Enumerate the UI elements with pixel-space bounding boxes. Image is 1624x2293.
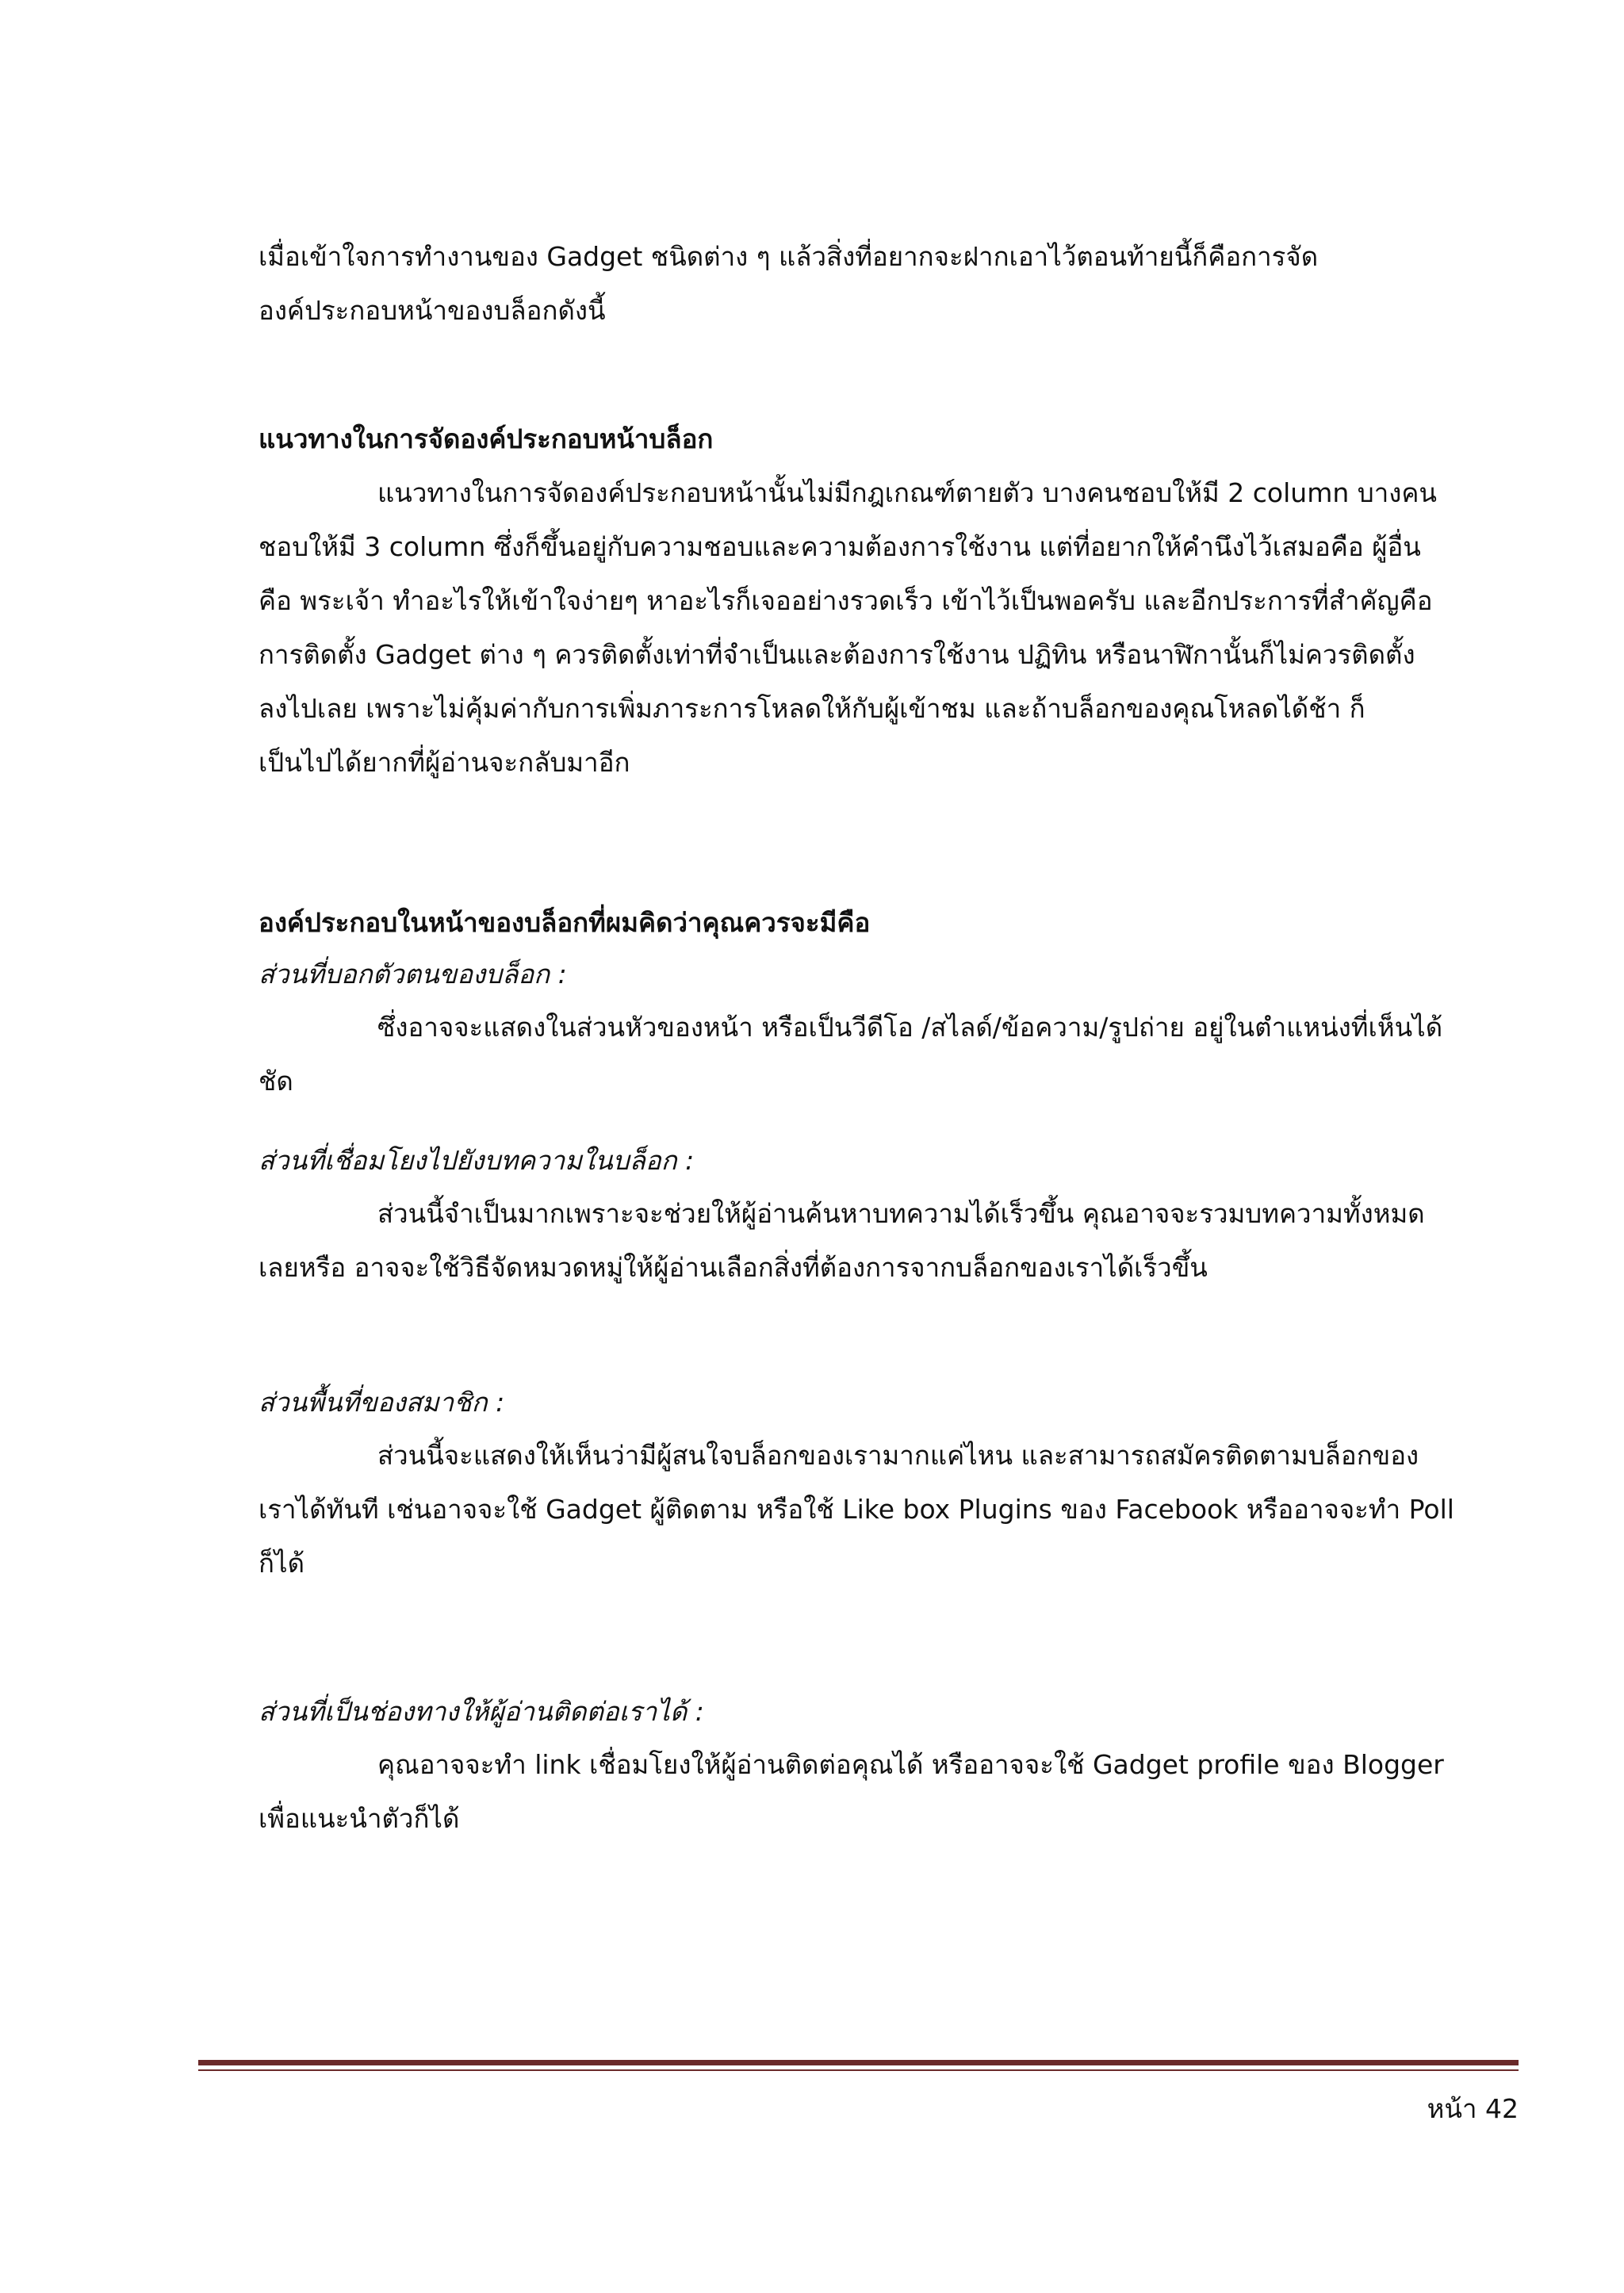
paragraph-line: ชัด xyxy=(259,1066,293,1097)
paragraph-line: เพื่อแนะนำตัวก็ได้ xyxy=(259,1803,460,1834)
paragraph-line: ลงไปเลย เพราะไม่คุ้มค่ากับการเพิ่มภาระการโหลดให้กับผู้เข้าชม และถ้าบล็อกของคุณโหลดได้ช้า ก็ xyxy=(259,693,1365,724)
paragraph-line: คุณอาจจะทำ link เชื่อมโยงให้ผู้อ่านติดต่อคุณได้ หรืออาจจะใช้ Gadget profile ของ Blogger xyxy=(377,1749,1444,1780)
intro-paragraph xyxy=(259,230,1519,338)
subsection-paragraph-blog-identity xyxy=(259,1001,1519,1108)
paragraph-line: คือ พระเจ้า ทำอะไรให้เข้าใจง่ายๆ หาอะไรก็เจออย่างรวดเร็ว เข้าไว้เป็นพอครับ และอีกประการที่สำคัญคือ xyxy=(259,585,1433,616)
paragraph-line: ชอบให้มี 3 column ซึ่งก็ขึ้นอยู่กับความชอบและความต้องการใช้งาน แต่ที่อยากให้คำนึงไว้เสมอคือ ผู้อื่น xyxy=(259,531,1421,562)
section-heading-blog-components: องค์ประกอบในหน้าของบล็อกที่ผมคิดว่าคุณควรจะมีคือ xyxy=(259,907,871,938)
subsection-paragraph-article-links xyxy=(259,1187,1519,1295)
paragraph-line: ส่วนนี้จะแสดงให้เห็นว่ามีผู้สนใจบล็อกของเรามากแค่ไหน และสามารถสมัครติดตามบล็อกของ xyxy=(377,1440,1419,1471)
paragraph-line: เลยหรือ อาจจะใช้วิธีจัดหมวดหมู่ให้ผู้อ่านเลือกสิ่งที่ต้องการจากบล็อกของเราได้เร็วขึ้น xyxy=(259,1252,1208,1283)
subsection-title-blog-identity: ส่วนที่บอกตัวตนของบล็อก : xyxy=(259,959,567,990)
page-number: หน้า 42 xyxy=(1427,2093,1519,2124)
footer-rule-thin xyxy=(198,2069,1519,2071)
subsection-title-contact-channel: ส่วนที่เป็นช่องทางให้ผู้อ่านติดต่อเราได้ : xyxy=(259,1696,704,1727)
subsection-title-members-area: ส่วนพื้นที่ของสมาชิก : xyxy=(259,1387,505,1418)
subsection-paragraph-contact-channel xyxy=(259,1738,1519,1846)
paragraph-line: ส่วนนี้จำเป็นมากเพราะจะช่วยให้ผู้อ่านค้นหาบทความได้เร็วขึ้น คุณอาจจะรวมบทความทั้งหมด xyxy=(377,1198,1425,1229)
paragraph-line: การติดตั้ง Gadget ต่าง ๆ ควรติดตั้งเท่าที่จำเป็นและต้องการใช้งาน ปฏิทิน หรือนาฬิกานั้นก็ไม่ควรติดตั้ง xyxy=(259,639,1415,670)
intro-line: เมื่อเข้าใจการทำงานของ Gadget ชนิดต่าง ๆ แล้วสิ่งที่อยากจะฝากเอาไว้ตอนท้ายนี้ก็คือการจัด xyxy=(259,241,1319,272)
paragraph-line: แนวทางในการจัดองค์ประกอบหน้านั้นไม่มีกฎเกณฑ์ตายตัว บางคนชอบให้มี 2 column บางคน xyxy=(377,477,1437,508)
footer-rule-thick xyxy=(198,2060,1519,2065)
subsection-paragraph-members-area xyxy=(259,1429,1519,1591)
paragraph-line: ก็ได้ xyxy=(259,1548,305,1579)
section-heading-layout-guidelines: แนวทางในการจัดองค์ประกอบหน้าบล็อก xyxy=(259,423,714,454)
paragraph-line: ซึ่งอาจจะแสดงในส่วนหัวของหน้า หรือเป็นวีดีโอ /สไลด์/ข้อความ/รูปถ่าย อยู่ในตำแหน่งที่เห็นได้ xyxy=(377,1012,1443,1043)
paragraph-line: เป็นไปได้ยากที่ผู้อ่านจะกลับมาอีก xyxy=(259,747,630,778)
layout-guidelines-paragraph xyxy=(259,466,1519,790)
intro-line: องค์ประกอบหน้าของบล็อกดังนี้ xyxy=(259,295,606,326)
paragraph-line: เราได้ทันที เช่นอาจจะใช้ Gadget ผู้ติดตาม หรือใช้ Like box Plugins ของ Facebook หรืออาจจะทำ Poll xyxy=(259,1494,1454,1525)
subsection-title-article-links: ส่วนที่เชื่อมโยงไปยังบทความในบล็อก : xyxy=(259,1145,695,1176)
